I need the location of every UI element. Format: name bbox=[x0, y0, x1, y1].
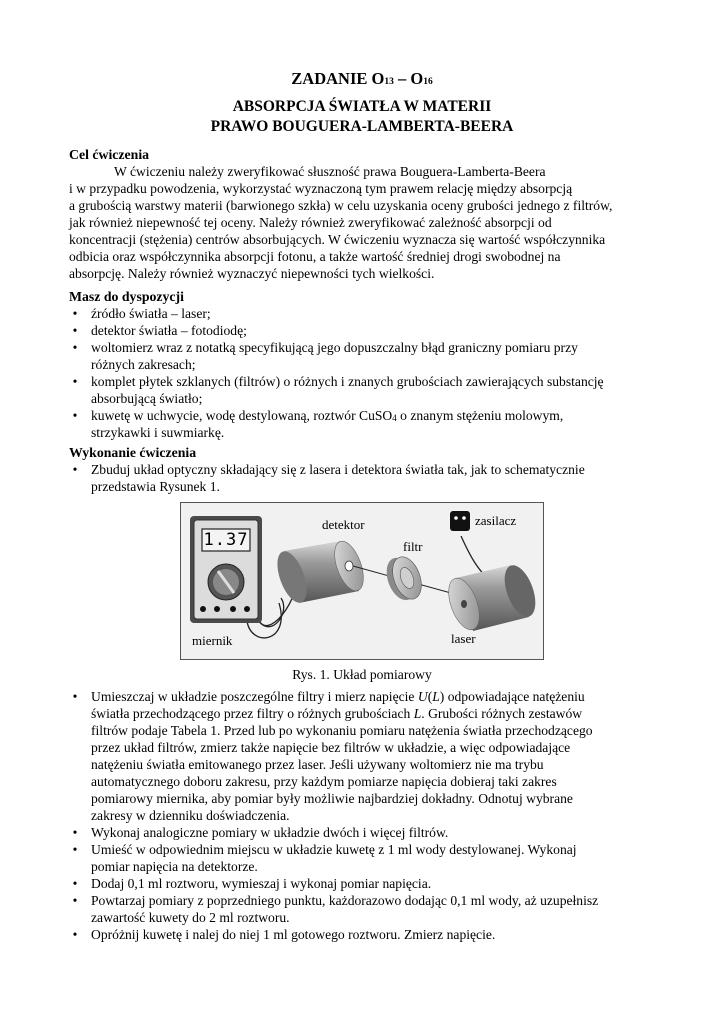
list-item-text: woltomierz wraz z notatką specyfikującą jego dopuszczalny błąd graniczny pomiaru przy bbox=[91, 340, 578, 355]
title-sub-13: 13 bbox=[384, 77, 394, 87]
list-item-text: detektor światła – fotodiodę; bbox=[91, 323, 247, 338]
bullet-icon: • bbox=[72, 842, 78, 857]
bullet-icon: • bbox=[72, 927, 78, 942]
procedure-list-top bbox=[69, 461, 689, 495]
subtitle-line-1: ABSORPCJA ŚWIATŁA W MATERII bbox=[232, 98, 492, 115]
list-item-text bbox=[91, 705, 689, 722]
list-item bbox=[69, 688, 689, 824]
list-item-text: Opróżnij kuwetę i nalej do niej 1 ml gotowego roztworu. Zmierz napięcie. bbox=[91, 927, 496, 942]
list-item-text: strzykawki i suwmiarkę. bbox=[91, 425, 225, 440]
list-item bbox=[69, 824, 689, 841]
list-item-text: absorbującą światło; bbox=[91, 391, 203, 406]
procedure-list-bottom bbox=[69, 688, 689, 943]
formula-subscript: 4 bbox=[392, 413, 397, 423]
equipment-heading: Masz do dyspozycji bbox=[69, 289, 184, 304]
goal-line: koncentracji (stężenia) centrów absorbujących. W ćwiczeniu wyznacza się wartość współczynnika bbox=[69, 232, 606, 247]
text-part: światła przechodzącego przez filtry o różnych grubościach bbox=[91, 706, 414, 721]
subtitle-line-2: PRAWO BOUGUERA-LAMBERTA-BEERA bbox=[210, 118, 514, 135]
list-item-text: zawartość kuwety do 2 ml roztworu. bbox=[91, 910, 290, 925]
list-item-text: pomiarowy miernika, aby pomiar były możliwie najbardziej dokładny. Odnotuj wybrane bbox=[91, 791, 573, 806]
bullet-icon: • bbox=[72, 323, 78, 338]
list-item-text: przez układ filtrów, zmierz także napięcie bez filtrów w układzie, a więc odpowiadające bbox=[91, 740, 571, 755]
list-item-text: filtrów podaje Tabela 1. Przed lub po wykonaniu pomiaru natężenia światła przechodzącego bbox=[91, 723, 593, 738]
list-item bbox=[69, 841, 689, 875]
label-laser: laser bbox=[451, 631, 476, 646]
list-item bbox=[69, 875, 689, 892]
equipment-list bbox=[69, 305, 689, 441]
list-item-text: przedstawia Rysunek 1. bbox=[91, 479, 220, 494]
list-item-text bbox=[91, 688, 689, 705]
list-item-text: Zbuduj układ optyczny składający się z lasera i detektora światła tak, jak to schematycznie bbox=[91, 462, 585, 477]
measurement-setup-figure bbox=[180, 502, 544, 660]
bullet-icon: • bbox=[72, 374, 78, 389]
list-item bbox=[69, 339, 689, 373]
task-title bbox=[0, 70, 724, 91]
goal-line: odbicia oraz współczynnika absorpcji fotonu, a także wartość średniej drogi swobodnej na bbox=[69, 249, 561, 264]
label-power-supply: zasilacz bbox=[475, 513, 517, 528]
goal-heading: Cel ćwiczenia bbox=[69, 147, 150, 162]
bullet-icon: • bbox=[72, 825, 78, 840]
list-item bbox=[69, 407, 689, 441]
title-dash: – O bbox=[393, 69, 424, 88]
label-detector: detektor bbox=[322, 517, 365, 532]
text-part: odpowiadające natężeniu bbox=[444, 689, 585, 704]
goal-line: a grubością warstwy materii (barwionego szkła) w celu uzyskania oceny grubości jednego z filtrów, bbox=[69, 198, 613, 213]
text-part: o znanym stężeniu molowym, bbox=[400, 408, 564, 423]
filter bbox=[381, 553, 426, 604]
power-supply bbox=[450, 511, 470, 531]
procedure-heading: Wykonanie ćwiczenia bbox=[69, 445, 197, 460]
text-part: ) bbox=[439, 689, 445, 704]
list-item-text: Umieść w odpowiednim miejscu w układzie kuwetę z 1 ml wody destylowanej. Wykonaj bbox=[91, 842, 577, 857]
laser bbox=[443, 561, 542, 634]
list-item bbox=[69, 305, 689, 322]
list-item-text: automatycznego doboru zakresu, przy każdym pomiarze napięcia dobieraj taki zakres bbox=[91, 774, 557, 789]
goal-line: W ćwiczeniu należy zweryfikować słuszność prawa Bouguera-Lamberta-Beera bbox=[114, 164, 546, 179]
text-part: Umieszczaj w układzie poszczególne filtry i mierz napięcie bbox=[91, 689, 418, 704]
list-item bbox=[69, 461, 689, 495]
list-item-text: źródło światła – laser; bbox=[91, 306, 211, 321]
bullet-icon: • bbox=[72, 893, 78, 908]
list-item-text bbox=[91, 407, 689, 424]
goal-line: jak również niepewność tej oceny. Należy również zweryfikować zależność absorpcji od bbox=[69, 215, 552, 230]
goal-line: i w przypadku powodzenia, wykorzystać wyznaczoną tym prawem relację między absorpcją bbox=[69, 181, 573, 196]
bullet-icon: • bbox=[72, 462, 78, 477]
list-item-text: natężeniu światła emitowanego przez laser. Jeśli używany woltomierz nie ma trybu bbox=[91, 757, 544, 772]
label-filter: filtr bbox=[403, 539, 423, 554]
bullet-icon: • bbox=[72, 340, 78, 355]
symbol-l: L bbox=[413, 706, 422, 721]
label-meter: miernik bbox=[192, 633, 233, 648]
list-item-text: Powtarzaj pomiary z poprzedniego punktu, każdorazowo dodając 0,1 ml wody, aż uzupełnisz bbox=[91, 893, 599, 908]
list-item-text: Wykonaj analogiczne pomiary w układzie dwóch i więcej filtrów. bbox=[91, 825, 449, 840]
symbol-l: L bbox=[432, 689, 440, 704]
list-item-text: różnych zakresach; bbox=[91, 357, 196, 372]
bullet-icon: • bbox=[72, 408, 78, 423]
list-item-text: komplet płytek szklanych (filtrów) o różnych i znanych grubościach zawierających substancję bbox=[91, 374, 604, 389]
meter-display: 1.37 bbox=[203, 530, 249, 550]
detector bbox=[271, 537, 369, 606]
figure-caption: Rys. 1. Układ pomiarowy bbox=[292, 667, 432, 682]
title-main: ZADANIE O bbox=[291, 69, 385, 88]
meter-cable bbox=[259, 598, 284, 627]
text-part: ( bbox=[427, 689, 433, 704]
list-item bbox=[69, 322, 689, 339]
text-part: . Grubości różnych zestawów bbox=[421, 706, 583, 721]
bullet-icon: • bbox=[72, 306, 78, 321]
list-item-text: Dodaj 0,1 ml roztworu, wymieszaj i wykonaj pomiar napięcia. bbox=[91, 876, 432, 891]
bullet-icon: • bbox=[72, 876, 78, 891]
bullet-icon: • bbox=[72, 689, 78, 704]
list-item bbox=[69, 926, 689, 943]
list-item bbox=[69, 373, 689, 407]
list-item bbox=[69, 892, 689, 926]
goal-line: absorpcję. Należy również wyznaczyć niepewności tych wielkości. bbox=[69, 266, 435, 281]
list-item-text: pomiar napięcia na detektorze. bbox=[91, 859, 258, 874]
symbol-u: U bbox=[417, 689, 428, 704]
list-item-text: zakresy w dzienniku doświadczenia. bbox=[91, 808, 290, 823]
title-sub-16: 16 bbox=[423, 77, 433, 87]
text-part: kuwetę w uchwycie, wodę destylowaną, roztwór CuSO bbox=[91, 408, 393, 423]
